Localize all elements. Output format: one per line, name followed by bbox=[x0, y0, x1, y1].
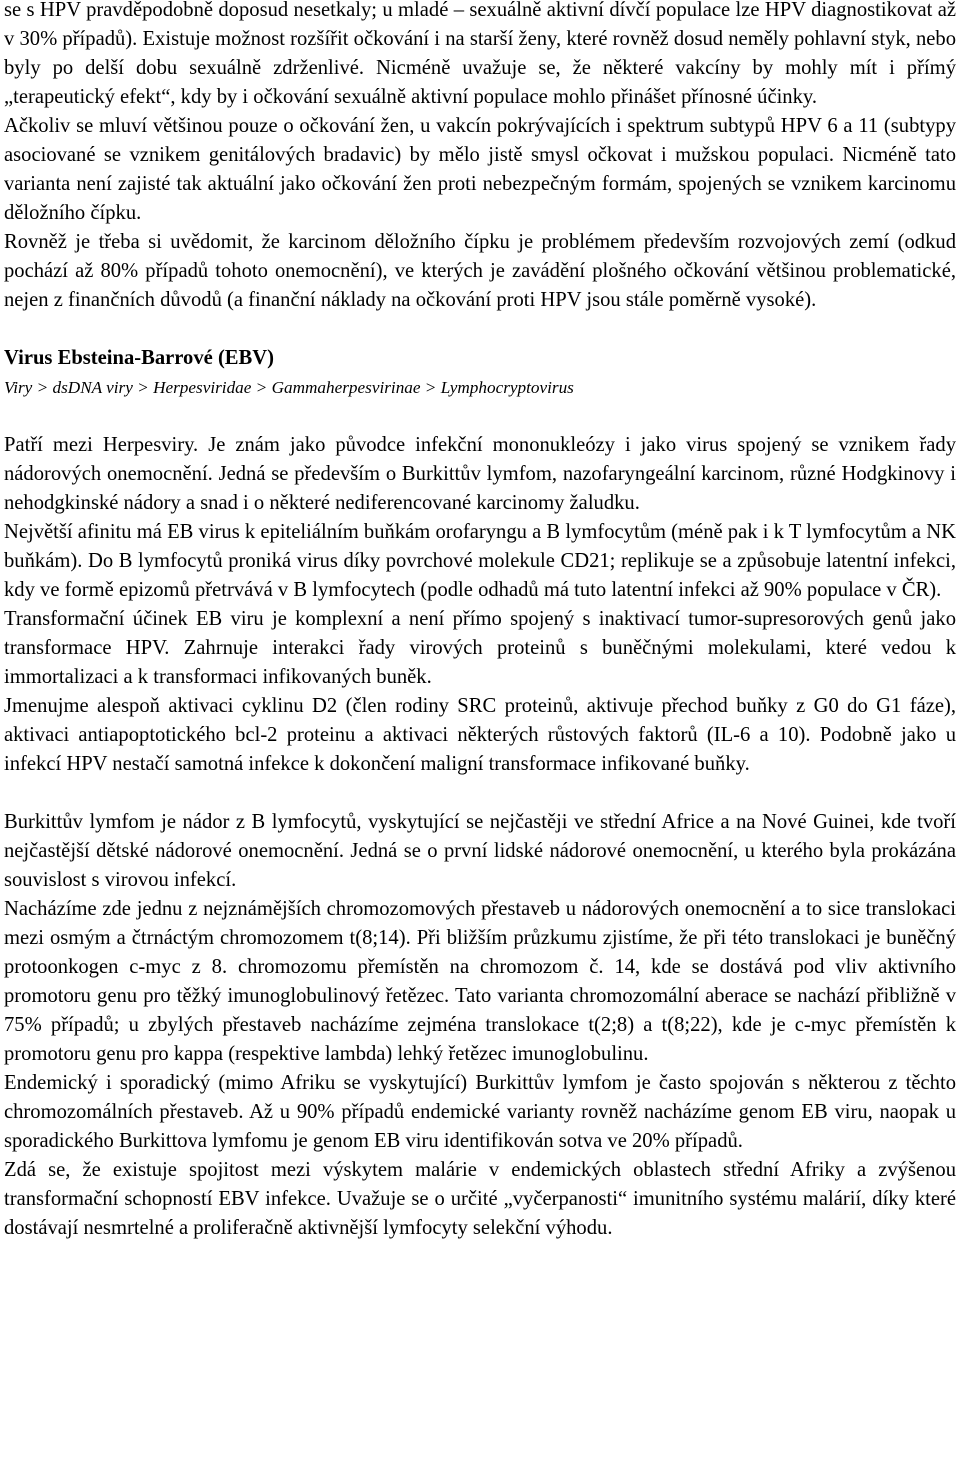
paragraph-hpv-male-vaccination: Ačkoliv se mluví většinou pouze o očkování žen, u vakcín pokrývajících i spektrum subtypů HPV 6 a 11 (subtypy asociované se vznikem genitálových bradavic) by mělo jistě smysl očkovat i mužskou populaci. Nicméně tato varianta není zajisté tak aktuální jako očkování žen proti nebezpečným formám, spojených se vznikem karcinomu děložního čípku. bbox=[4, 115, 956, 224]
paragraph-hpv-vaccination-age: se s HPV pravděpodobně doposud nesetkaly; u mladé – sexuálně aktivní dívčí populace lze HPV diagnostikovat až v 30% případů). Existuje možnost rozšířit očkování i na starší ženy, které rovněž dosud neměly pohlavní styk, nebo byly po delší dobu sexuálně zdrženlivé. Nicméně uvažuje se, že některé vakcíny by mohly mít i přímý „terapeutický efekt“, kdy by i očkování sexuálně aktivní populace mohlo přinášet přínosné účinky. bbox=[4, 0, 956, 108]
paragraph-burkitt-malaria: Zdá se, že existuje spojitost mezi výskytem malárie v endemických oblastech střední Afriky a zvýšenou transformační schopností EBV infekce. Uvažuje se o určité „vyčerpanosti“ imunitního systému malárií, díky které dostávají nesmrtelné a proliferačně aktivnější lymfocyty selekční výhodu. bbox=[4, 1159, 956, 1239]
spacer bbox=[4, 402, 956, 431]
taxonomy-line: Viry > dsDNA viry > Herpesviridae > Gammaherpesvirinae > Lymphocryptovirus bbox=[4, 378, 574, 397]
spacer bbox=[4, 315, 956, 344]
document-page bbox=[4, 0, 956, 1243]
paragraph-burkitt-endemic: Endemický i sporadický (mimo Afriku se vyskytující) Burkittův lymfom je často spojován s některou z těchto chromozomálních přestaveb. Až u 90% případů endemické varianty rovněž nacházíme genom EB viru, naopak u sporadického Burkittova lymfomu je genom EB viru identifikován sotva ve 20% případů. bbox=[4, 1072, 956, 1152]
paragraph-burkitt-translocation: Nacházíme zde jednu z nejznámějších chromozomových přestaveb u nádorových onemocnění a to sice translokaci mezi osmým a čtrnáctým chromozomem t(8;14). Při bližším průzkumu zjistíme, že při této translokaci je buněčný protoonkogen c-myc z 8. chromozomu přemístěn na chromozom č. 14, kde se dostává pod vliv aktivního promotoru genu pro těžký imunoglobulinový řetězec. Tato varianta chromozomální aberace se nachází přibližně v 75% případů; u zbylých přestaveb nacházíme zejména translokace t(2;8) a t(8;22), kde je c-myc přemístěn k promotoru genu pro kappa (respektive lambda) lehký řetězec imunoglobulinu. bbox=[4, 898, 956, 1065]
paragraph-ebv-transformation: Transformační účinek EB viru je komplexní a není přímo spojený s inaktivací tumor-supresorových genů jako transformace HPV. Zahrnuje interakci řady virových proteinů s buněčnými molekulami, které vedou k immortalizaci a k transformaci infikovaných buněk. bbox=[4, 608, 956, 688]
paragraph-hpv-developing-countries: Rovněž je třeba si uvědomit, že karcinom děložního čípku je problémem především rozvojových zemí (odkud pochází až 80% případů tohoto onemocnění), ve kterých je zavádění plošného očkování většinou problematické, nejen z finančních důvodů (a finanční náklady na očkování proti HPV jsou stále poměrně vysoké). bbox=[4, 231, 956, 311]
paragraph-ebv-intro: Patří mezi Herpesviry. Je znám jako původce infekční mononukleózy i jako virus spojený se vznikem řady nádorových onemocnění. Jedná se především o Burkittův lymfom, nazofaryngeální karcinom, různé Hodgkinovy i nehodgkinské nádory a snad i o některé nediferencované karcinomy žaludku. bbox=[4, 434, 956, 514]
paragraph-ebv-affinity: Největší afinitu má EB virus k epiteliálním buňkám orofaryngu a B lymfocytům (méně pak i k T lymfocytům a NK buňkám). Do B lymfocytů proniká virus díky povrchové molekule CD21; replikuje se a způsobuje latentní infekci, kdy ve formě epizomů přetrvává v B lymfocytech (podle odhadů má tuto latentní infekci až 90% populace v ČR). bbox=[4, 521, 956, 601]
paragraph-ebv-cyclin: Jmenujme alespoň aktivaci cyklinu D2 (člen rodiny SRC proteinů, aktivuje přechod buňky z G0 do G1 fáze), aktivaci antiapoptotického bcl-2 proteinu a aktivaci některých růstových faktorů (IL-6 a 10). Podobně jako u infekcí HPV nestačí samotná infekce k dokončení maligní transformace infikované buňky. bbox=[4, 695, 956, 775]
paragraph-burkitt-intro: Burkittův lymfom je nádor z B lymfocytů, vyskytující se nejčastěji ve střední Africe a na Nové Guinei, kde tvoří nejčastější dětské nádorové onemocnění. Jedná se o první lidské nádorové onemocnění, u kterého byla prokázána souvislost s virovou infekcí. bbox=[4, 811, 956, 891]
spacer bbox=[4, 779, 956, 808]
section-heading-ebv: Virus Ebsteina-Barrové (EBV) bbox=[4, 347, 275, 369]
